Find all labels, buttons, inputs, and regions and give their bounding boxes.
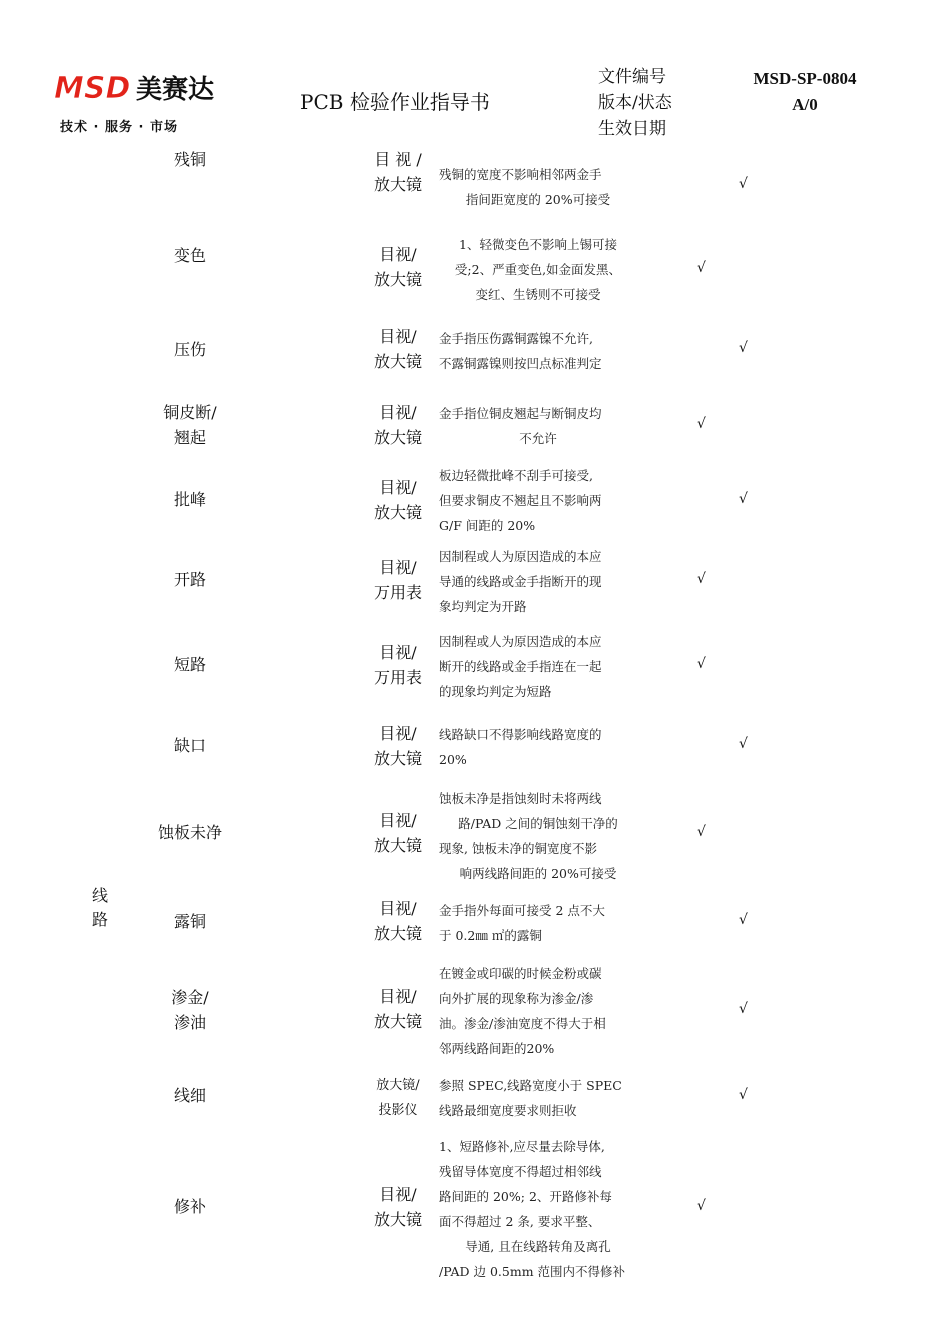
- meta-label-doc-number: 文件编号: [598, 67, 666, 87]
- inspection-tool: 目视/ 放大镜: [373, 1185, 422, 1229]
- meta-value-version: A/0: [792, 95, 818, 114]
- inspection-item: 渗金/ 渗油: [171, 988, 209, 1032]
- inspection-item: 露铜: [173, 912, 206, 931]
- document-title: PCB 检验作业指导书: [300, 90, 490, 114]
- check-mark-icon: √: [697, 260, 706, 276]
- check-mark-icon: √: [739, 491, 748, 507]
- meta-label-effective-date: 生效日期: [598, 119, 666, 139]
- acceptance-standard: 金手指外每面可接受 2 点不大 于 0.2㎜ ㎡的露铜: [439, 903, 605, 943]
- inspection-tool: 目视/ 放大镜: [373, 724, 422, 768]
- acceptance-standard: 蚀板未净是指蚀刻时未将两线 路/PAD 之间的铜蚀刻干净的 现象, 蚀板未净的铜宽度不影 响两线路间距的 20%可接受: [439, 791, 618, 881]
- inspection-item: 残铜: [173, 150, 206, 169]
- acceptance-standard: 金手指压伤露铜露镍不允许, 不露铜露镍则按凹点标准判定: [439, 331, 602, 371]
- inspection-item: 开路: [173, 570, 206, 589]
- category-label-circuit: 线 路: [92, 886, 109, 929]
- inspection-tool: 目视/ 放大镜: [373, 327, 422, 371]
- inspection-item: 短路: [173, 655, 206, 674]
- acceptance-standard: 1、轻微变色不影响上锡可接 受;2、严重变色,如金面发黑、 变红、生锈则不可接受: [454, 237, 622, 302]
- acceptance-standard: 线路缺口不得影响线路宽度的 20%: [439, 727, 602, 767]
- check-mark-icon: √: [739, 912, 748, 928]
- inspection-item: 压伤: [173, 340, 206, 359]
- msd-logo-icon: [54, 68, 224, 108]
- inspection-item: 变色: [173, 246, 206, 265]
- check-mark-icon: √: [697, 571, 706, 587]
- inspection-tool: 目视/ 万用表: [373, 558, 422, 602]
- check-mark-icon: √: [739, 736, 748, 752]
- inspection-item: 蚀板未净: [157, 823, 222, 842]
- check-mark-icon: √: [739, 1087, 748, 1103]
- inspection-tool: 目视/ 放大镜: [373, 403, 422, 447]
- company-slogan: 技术 · 服务 · 市场: [60, 120, 178, 135]
- acceptance-standard: 参照 SPEC,线路宽度小于 SPEC 线路最细宽度要求则拒收: [439, 1078, 622, 1118]
- acceptance-standard: 残铜的宽度不影响相邻两金手 指间距宽度的 20%可接受: [439, 167, 611, 207]
- inspection-tool: 目 视 / 放大镜: [373, 150, 422, 194]
- document-meta-labels: [598, 64, 672, 142]
- acceptance-standard: 因制程或人为原因造成的本应 断开的线路或金手指连在一起 的现象均判定为短路: [439, 634, 602, 699]
- inspection-item: 批峰: [173, 490, 206, 509]
- inspection-tool: 目视/ 放大镜: [373, 478, 422, 522]
- check-mark-icon: √: [697, 416, 706, 432]
- inspection-tool: 目视/ 放大镜: [373, 811, 422, 855]
- svg-text:MSD: MSD: [54, 71, 131, 106]
- meta-value-doc-number: MSD-SP-0804: [753, 69, 857, 88]
- svg-text:美赛达: 美赛达: [136, 75, 215, 105]
- inspection-tool: 目视/ 放大镜: [373, 245, 422, 289]
- check-mark-icon: √: [739, 1001, 748, 1017]
- inspection-tool: 目视/ 放大镜: [373, 987, 422, 1031]
- acceptance-standard: 在镀金或印碳的时候金粉或碳 向外扩展的现象称为渗金/渗 油。渗金/渗油宽度不得大于相 邻两线路间距的20%: [439, 966, 606, 1056]
- acceptance-standard: 1、短路修补,应尽量去除导体, 残留导体宽度不得超过相邻线 路间距的 20%; 2、开路修补每 面不得超过 2 条, 要求平整、 导通, 且在线路转角及离孔 /PAD 边 0.5mm 范围内不得修补: [439, 1139, 626, 1279]
- check-mark-icon: √: [697, 656, 706, 672]
- inspection-tool: 目视/ 放大镜: [373, 899, 422, 943]
- inspection-item: 缺口: [173, 736, 206, 755]
- check-mark-icon: √: [697, 824, 706, 840]
- inspection-item: 铜皮断/ 翘起: [163, 403, 217, 447]
- check-mark-icon: √: [697, 1198, 706, 1214]
- meta-label-version: 版本/状态: [598, 93, 672, 113]
- acceptance-standard: 因制程或人为原因造成的本应 导通的线路或金手指断开的现 象均判定为开路: [439, 549, 602, 614]
- inspection-item: 线细: [173, 1086, 206, 1105]
- acceptance-standard: 板边轻微批峰不刮手可接受, 但要求铜皮不翘起且不影响两 G/F 间距的 20%: [439, 468, 602, 533]
- inspection-item: 修补: [173, 1197, 206, 1216]
- inspection-tool: 放大镜/ 投影仪: [376, 1078, 420, 1118]
- acceptance-standard: 金手指位铜皮翘起与断铜皮均 不允许: [439, 406, 602, 446]
- check-mark-icon: √: [739, 176, 748, 192]
- document-meta-values: [735, 66, 875, 118]
- check-mark-icon: √: [739, 340, 748, 356]
- inspection-tool: 目视/ 万用表: [373, 643, 422, 687]
